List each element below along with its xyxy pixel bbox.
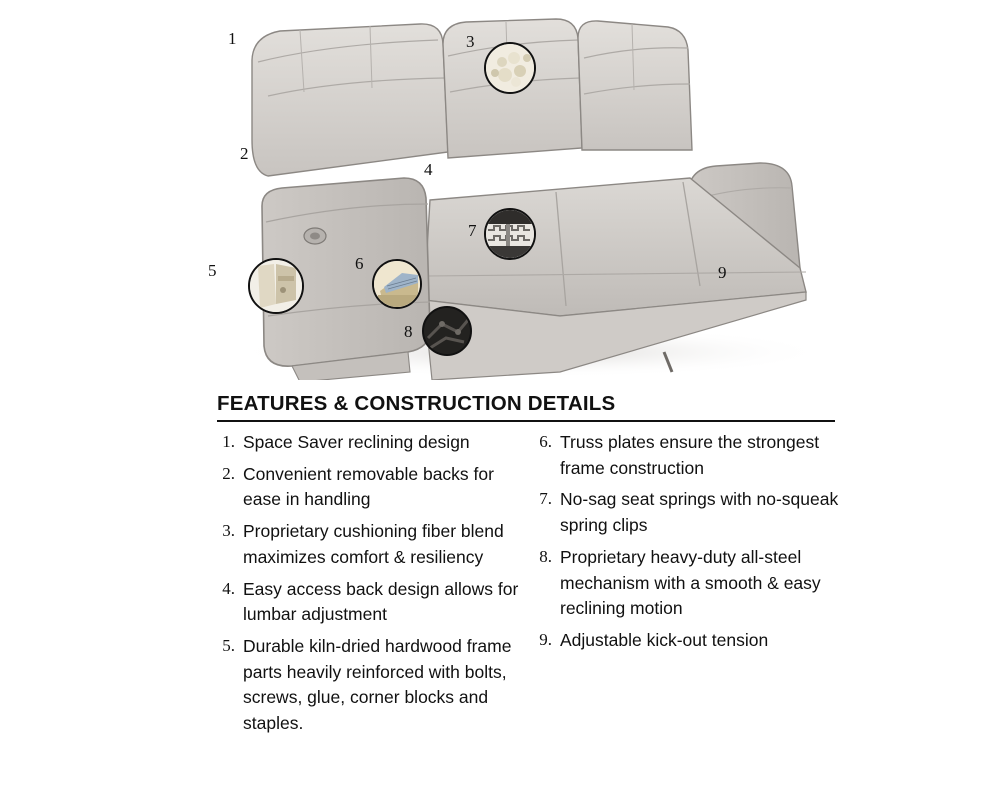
- callout-1: 1: [228, 29, 237, 48]
- feature-number: 3.: [222, 521, 235, 541]
- feature-item: [217, 577, 532, 628]
- feature-item: [534, 487, 854, 538]
- feature-number: 8.: [539, 546, 552, 566]
- truss-plate-detail-bubble: [372, 259, 422, 309]
- features-title: FEATURES & CONSTRUCTION DETAILS: [217, 392, 616, 415]
- callout-6: 6: [355, 254, 364, 273]
- steel-mechanism-detail-art: [424, 308, 470, 354]
- feature-number: 4.: [222, 578, 235, 598]
- feature-item: [217, 634, 532, 737]
- steel-mechanism-detail-bubble: [422, 306, 472, 356]
- callout-3: 3: [466, 32, 475, 51]
- feature-item: [534, 628, 854, 654]
- fiber-blend-detail-bubble: [484, 42, 536, 94]
- feature-number: 2.: [222, 463, 235, 483]
- sofa-illustration: [0, 0, 1000, 380]
- callout-8: 8: [404, 322, 413, 341]
- feature-item: [217, 462, 532, 513]
- feature-text: No-sag seat springs with no-squeak spring clips: [560, 489, 839, 536]
- hardwood-frame-detail-art: [250, 260, 302, 312]
- feature-item: [534, 430, 854, 481]
- callout-4: 4: [424, 160, 433, 179]
- feature-text: Easy access back design allows for lumbar adjustment: [243, 578, 519, 625]
- feature-number: 7.: [539, 489, 552, 509]
- features-right-column: [534, 430, 854, 660]
- feature-text: Adjustable kick-out tension: [560, 630, 769, 651]
- feature-number: 6.: [539, 432, 552, 451]
- callout-9: 9: [718, 263, 727, 282]
- title-divider: [217, 420, 835, 422]
- feature-text: Proprietary heavy-duty all-steel mechanism with a smooth & easy reclining motion: [560, 546, 821, 619]
- callout-2: 2: [240, 144, 249, 163]
- no-sag-spring-detail-bubble: [484, 208, 536, 260]
- feature-number: 9.: [539, 630, 552, 650]
- feature-number: 1.: [222, 432, 235, 451]
- callout-5: 5: [208, 261, 217, 280]
- callout-7: 7: [468, 221, 477, 240]
- feature-number: 5.: [222, 636, 235, 656]
- feature-text: Truss plates ensure the strongest frame construction: [560, 432, 820, 478]
- feature-item: [534, 545, 854, 622]
- truss-plate-detail-art: [374, 261, 420, 307]
- hardwood-frame-detail-bubble: [248, 258, 304, 314]
- feature-text: Space Saver reclining design: [243, 432, 470, 452]
- feature-text: Durable kiln-dried hardwood frame parts heavily reinforced with bolts, screws, glue, corner blocks and staples.: [243, 636, 512, 734]
- feature-text: Convenient removable backs for ease in handling: [243, 463, 494, 510]
- no-sag-spring-detail-art: [486, 210, 534, 258]
- feature-item: [217, 519, 532, 570]
- feature-item: [217, 430, 532, 456]
- feature-text: Proprietary cushioning fiber blend maximizes comfort & resiliency: [243, 521, 504, 567]
- features-left-column: [217, 430, 532, 743]
- fiber-blend-detail-art: [486, 44, 534, 92]
